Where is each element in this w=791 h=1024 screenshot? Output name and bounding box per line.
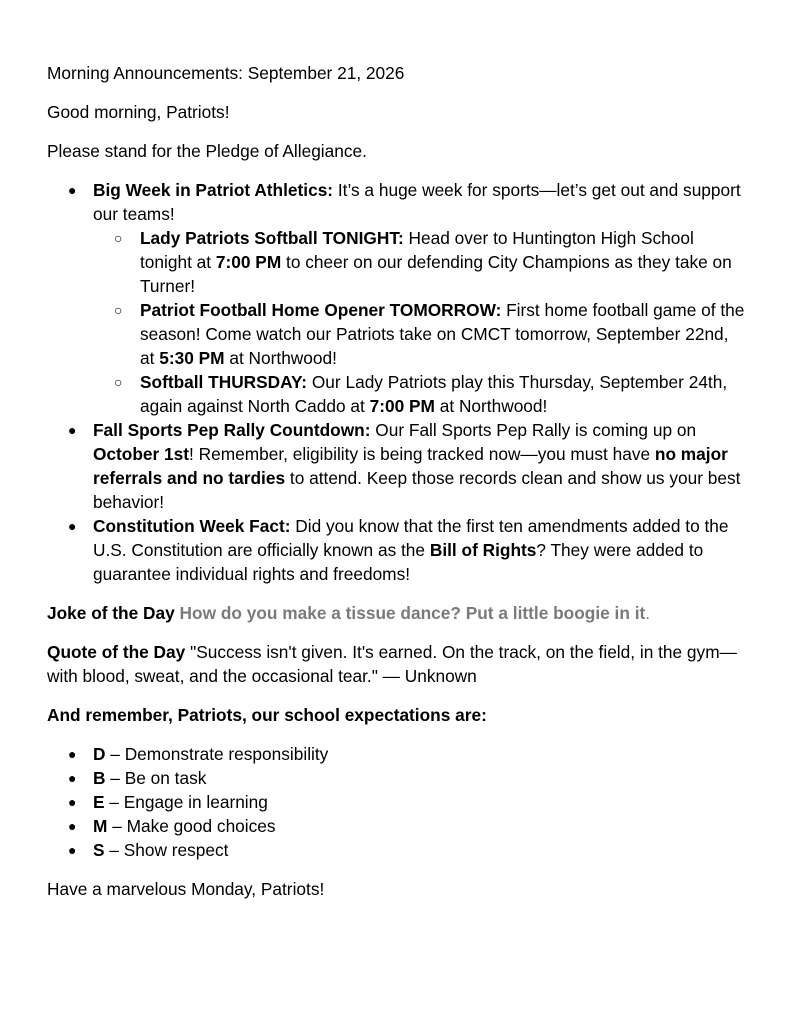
list-item [47,790,747,814]
joke-text: How do you make a tissue dance? Put a little boogie in it [179,603,646,623]
softball-tonight-heading: Lady Patriots Softball TONIGHT: [140,228,404,248]
document-title: Morning Announcements: September 21, 2026 [47,63,405,83]
softball-thursday-heading: Softball THURSDAY: [140,372,308,392]
football-opener-heading: Patriot Football Home Opener TOMORROW: [140,300,502,320]
list-item-pep-rally [47,418,747,514]
joke-label: Joke of the Day [47,603,175,623]
list-item-softball-tonight [93,226,747,298]
football-opener-time: 5:30 PM [159,348,225,368]
list-item [47,814,747,838]
joke-period: . [645,603,651,623]
list-item [47,766,747,790]
constitution-term: Bill of Rights [429,540,537,560]
closing-line: Have a marvelous Monday, Patriots! [47,879,325,899]
expectation-letter: M [93,816,108,836]
expectation-letter: S [93,840,105,860]
expectation-text: – Show respect [104,840,229,860]
pep-rally-heading: Fall Sports Pep Rally Countdown: [93,420,371,440]
football-opener-text-end: at Northwood! [224,348,337,368]
pep-rally-text-2: ! Remember, eligibility is being tracked now—you must have [189,444,655,464]
softball-tonight-text-end: to cheer on our defending City Champions as they take on Turner! [140,252,732,296]
list-item-constitution [47,514,747,586]
expectation-letter: E [93,792,105,812]
expectation-text: – Engage in learning [104,792,268,812]
athletics-heading: Big Week in Patriot Athletics: [93,180,334,200]
constitution-text-end: ? They were added to guarantee individual rights and freedoms! [93,540,704,584]
announcement-document [47,61,747,901]
list-item [47,838,747,862]
constitution-heading: Constitution Week Fact: [93,516,291,536]
quote-label: Quote of the Day [47,642,186,662]
expectation-text: – Make good choices [107,816,276,836]
athletics-text: It’s a huge week for sports—let’s get out and support our teams! [93,180,741,224]
expectations-heading [47,703,747,727]
list-item-softball-thursday [93,370,747,418]
athletics-sublist [93,226,747,418]
expectations-heading-text: And remember, Patriots, our school expectations are: [47,705,487,725]
announcements-list [47,178,747,586]
pep-rally-text: Our Fall Sports Pep Rally is coming up on [370,420,697,440]
list-item [47,742,747,766]
pep-rally-text-3: to attend. Keep those records clean and show us your best behavior! [93,468,741,512]
pep-rally-date: October 1st [93,444,190,464]
football-opener-text: First home football game of the season! Come watch our Patriots take on CMCT tomorrow, September 22nd, at [140,300,745,368]
softball-tonight-time: 7:00 PM [215,252,282,272]
quote-text: "Success isn't given. It's earned. On the track, on the field, in the gym—with blood, sweat, and the occasional tear." — Unknown [47,642,737,686]
expectation-letter: B [93,768,106,788]
greeting: Good morning, Patriots! [47,102,230,122]
constitution-text: Did you know that the first ten amendments added to the U.S. Constitution are officially known as the [93,516,729,560]
expectation-letter: D [93,744,106,764]
softball-tonight-text: Head over to Huntington High School tonight at [140,228,694,272]
expectation-text: – Demonstrate responsibility [105,744,329,764]
list-item-football-opener [93,298,747,370]
joke-of-the-day [47,601,747,625]
list-item-athletics [47,178,747,418]
softball-thursday-text: Our Lady Patriots play this Thursday, September 24th, again against North Caddo at [140,372,728,416]
softball-thursday-time: 7:00 PM [369,396,435,416]
expectations-list [47,742,747,862]
softball-thursday-text-end: at Northwood! [434,396,548,416]
pep-rally-requirement: no major referrals and no tardies [93,444,728,488]
expectation-text: – Be on task [105,768,207,788]
quote-of-the-day [47,640,747,688]
pledge-line: Please stand for the Pledge of Allegiance. [47,141,367,161]
